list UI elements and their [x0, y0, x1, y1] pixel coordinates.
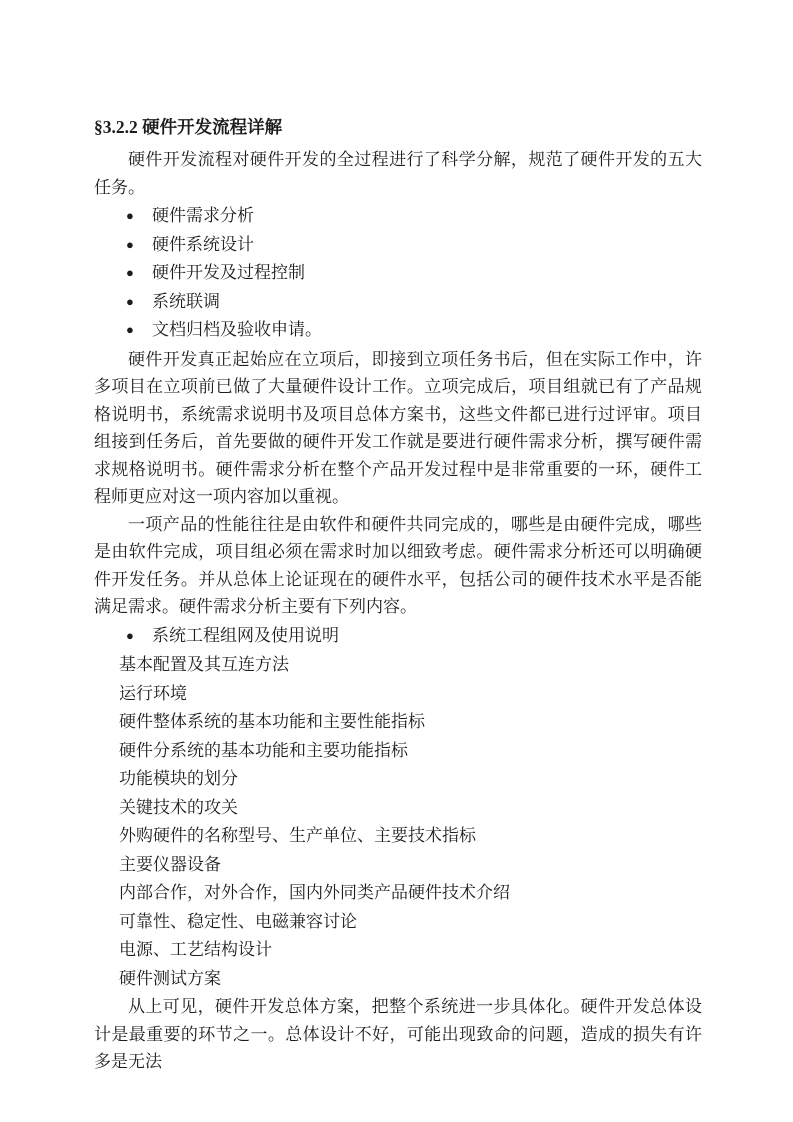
requirement-line: 功能模块的划分 — [119, 769, 238, 788]
task-bullet-item — [94, 259, 702, 288]
bullet-icon: ● — [126, 208, 134, 223]
bullet-icon: ● — [126, 236, 134, 252]
requirement-bullet-label: 系统工程组网及使用说明 — [152, 625, 339, 645]
requirement-bullet-list — [94, 622, 702, 651]
requirement-line: 可靠性、稳定性、电磁兼容讨论 — [119, 911, 357, 931]
task-bullet-label: 硬件需求分析 — [152, 206, 254, 225]
task-bullet-label: 硬件开发及过程控制 — [152, 263, 305, 282]
paragraph-product-performance: 一项产品的性能往往是由软件和硬件共同完成的，哪些是由硬件完成，哪些是由软件完成，项目组必须在需求时加以细致考虑。硬件需求分析还可以明确硬件开发任务。并从总体上论证现在的硬件水平，包括公司的硬件技术水平是否能满足需求。硬件需求分析主要有下列内容。 — [94, 514, 702, 616]
task-bullet-label: 系统联调 — [152, 291, 220, 311]
task-bullet-item — [94, 288, 702, 317]
requirement-bullet-item — [94, 622, 702, 651]
task-bullet-list — [94, 202, 702, 345]
bullet-icon: ● — [126, 627, 134, 643]
requirement-line: 运行环境 — [119, 683, 187, 703]
requirement-line: 关键技术的攻关 — [119, 797, 238, 817]
task-bullet-item — [94, 231, 702, 260]
requirement-line: 硬件整体系统的基本功能和主要性能指标 — [119, 712, 425, 731]
requirement-line: 外购硬件的名称型号、生产单位、主要技术指标 — [119, 826, 476, 845]
requirement-line: 电源、工艺结构设计 — [119, 940, 272, 959]
task-bullet-item — [94, 316, 702, 345]
paragraph-project-kickoff: 硬件开发真正起始应在立项后，即接到立项任务书后，但在实际工作中，许多项目在立项前已做了大量硬件设计工作。立项完成后，项目组就已有了产品规格说明书，系统需求说明书及项目总体方案书，这些文件都已进行过评审。项目组接到任务后，首先要做的硬件开发工作就是要进行硬件需求分析，撰写硬件需求规格说明书。硬件需求分析在整个产品开发过程中是非常重要的一环，硬件工程师更应对这一项内容加以重视。 — [94, 349, 702, 506]
document-page — [94, 114, 702, 1076]
task-bullet-label: 硬件系统设计 — [152, 234, 254, 254]
paragraph-conclusion: 从上可见，硬件开发总体方案，把整个系统进一步具体化。硬件开发总体设计是最重要的环节之一。总体设计不好，可能出现致命的问题，造成的损失有许多是无法 — [94, 997, 702, 1071]
paragraph-overview: 硬件开发流程对硬件开发的全过程进行了科学分解，规范了硬件开发的五大任务。 — [94, 150, 702, 197]
task-bullet-item — [94, 202, 702, 231]
requirement-line-list — [94, 651, 702, 993]
requirement-line: 硬件测试方案 — [119, 968, 221, 988]
requirement-line: 硬件分系统的基本功能和主要功能指标 — [119, 740, 408, 760]
requirement-line: 主要仪器设备 — [119, 854, 221, 874]
bullet-icon: ● — [126, 322, 134, 337]
requirement-line: 内部合作，对外合作，国内外同类产品硬件技术介绍 — [119, 883, 510, 902]
bullet-icon: ● — [126, 293, 134, 309]
task-bullet-label: 文档归档及验收申请。 — [152, 320, 322, 339]
requirement-line: 基本配置及其互连方法 — [119, 655, 289, 674]
bullet-icon: ● — [126, 265, 134, 280]
section-heading: §3.2.2 硬件开发流程详解 — [94, 117, 283, 137]
